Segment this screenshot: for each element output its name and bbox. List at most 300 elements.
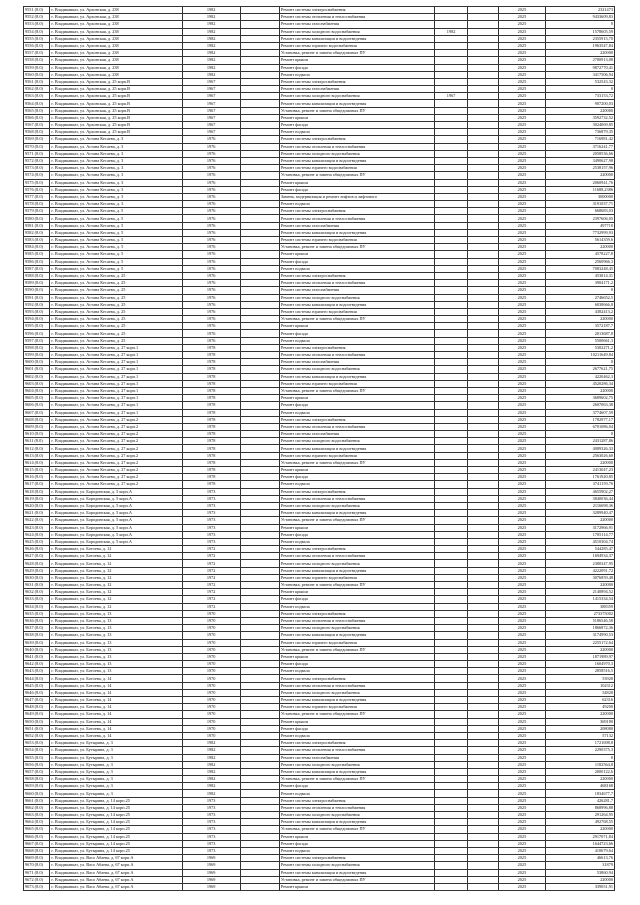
blank-cell [467, 876, 498, 883]
blank-cell [467, 258, 498, 265]
city-label: г. Владикавказ [51, 143, 78, 149]
address-cell [50, 78, 182, 85]
record-id-cell: 9623 (8.0) [24, 524, 50, 531]
year-built-cell: 1970 [182, 718, 240, 725]
extra-year-cell [435, 337, 468, 344]
extra-year-cell [435, 14, 468, 21]
blank-cell [467, 107, 498, 114]
year-built-cell: 1978 [182, 409, 240, 416]
blank-cell [467, 517, 498, 524]
year-built-cell: 1973 [182, 538, 240, 545]
table-row [24, 826, 615, 833]
work-type-cell: Ремонт системы холодного водоснабжения [279, 689, 434, 696]
address-cell [50, 459, 182, 466]
address-cell [50, 409, 182, 416]
address-separator: , [77, 553, 80, 559]
city-label: г. Владикавказ [51, 639, 78, 645]
work-type-cell: Ремонт крыши [279, 883, 434, 890]
year-built-cell: 1982 [182, 7, 240, 14]
record-id-cell: 9565 (8.0) [24, 107, 50, 114]
table-row [24, 812, 615, 819]
plan-year-cell: 2025 [498, 517, 546, 524]
address-cell [50, 186, 182, 193]
address-separator: , [77, 661, 80, 667]
record-id-cell: 9633 (8.0) [24, 596, 50, 603]
city-label: г. Владикавказ [51, 869, 78, 875]
cost-cell: 0 [546, 431, 615, 438]
blank-cell [467, 495, 498, 502]
cost-cell: 1963547,84 [546, 42, 615, 49]
city-label: г. Владикавказ [51, 373, 78, 379]
work-type-cell: Ремонт фасада [279, 122, 434, 129]
address-separator: , [77, 481, 80, 487]
plan-year-cell: 2025 [498, 603, 546, 610]
blank-cell [240, 244, 279, 251]
street-label: ул. Астана Кесаева, д. 27 корп.1 [80, 409, 139, 415]
blank-cell [240, 668, 279, 675]
plan-year-cell: 2025 [498, 100, 546, 107]
blank-cell [240, 28, 279, 35]
address-cell [50, 625, 182, 632]
table-row [24, 675, 615, 682]
blank-cell [467, 617, 498, 624]
blank-cell [467, 474, 498, 481]
blank-cell [467, 689, 498, 696]
street-label: ул. Астана Кесаева, д. 3 [80, 179, 124, 185]
blank-cell [240, 452, 279, 459]
extra-year-cell [435, 265, 468, 272]
address-separator: , [77, 308, 80, 314]
cost-cell: 4655902,27 [546, 488, 615, 495]
extra-year-cell [435, 553, 468, 560]
blank-cell [240, 330, 279, 337]
plan-year-cell: 2025 [498, 107, 546, 114]
plan-year-cell: 2025 [498, 42, 546, 49]
work-type-cell: Ремонт фасада [279, 186, 434, 193]
blank-cell [467, 143, 498, 150]
work-type-cell: Установка, ремонт и замена общедомовых ПУ [279, 387, 434, 394]
address-separator: , [77, 158, 80, 164]
cost-cell: 0 [546, 21, 615, 28]
street-label: ул. Ботоева, д. 12 [80, 596, 112, 602]
extra-year-cell [435, 308, 468, 315]
extra-year-cell [435, 21, 468, 28]
address-cell [50, 100, 182, 107]
street-label: ул. Бутырина, д. 3 [80, 768, 113, 774]
plan-year-cell: 2025 [498, 768, 546, 775]
cost-cell: 208080 [546, 725, 615, 732]
cost-cell: 2397606,05 [546, 215, 615, 222]
address-separator: , [77, 812, 80, 818]
blank-cell [240, 344, 279, 351]
blank-cell [240, 222, 279, 229]
street-label: ул. Бутырина, д. 3 [80, 754, 113, 760]
address-cell [50, 373, 182, 380]
work-type-cell: Ремонт системы канализации и водоотведения [279, 697, 434, 704]
cost-cell: 3174990,53 [546, 632, 615, 639]
table-row [24, 64, 615, 71]
work-type-cell: Ремонт системы электроснабжения [279, 208, 434, 215]
blank-cell [240, 93, 279, 100]
city-label: г. Владикавказ [51, 689, 78, 695]
record-id-cell: 9611 (8.0) [24, 438, 50, 445]
blank-cell [240, 524, 279, 531]
table-row [24, 179, 615, 186]
cost-cell: 1644723,66 [546, 840, 615, 847]
address-separator: , [77, 280, 80, 286]
city-label: г. Владикавказ [51, 625, 78, 631]
plan-year-cell: 2025 [498, 402, 546, 409]
extra-year-cell [435, 596, 468, 603]
extra-year-cell [435, 359, 468, 366]
street-label: ул. Астана Кесаева, д. 5 [80, 208, 124, 214]
work-type-cell: Ремонт фасада [279, 474, 434, 481]
blank-cell [467, 222, 498, 229]
address-separator: , [77, 618, 80, 624]
blank-cell [240, 553, 279, 560]
blank-cell [467, 316, 498, 323]
blank-cell [240, 632, 279, 639]
blank-cell [240, 352, 279, 359]
cost-cell: 102312 [546, 682, 615, 689]
year-built-cell: 1982 [182, 768, 240, 775]
blank-cell [467, 718, 498, 725]
address-separator: , [77, 632, 80, 638]
address-separator: , [77, 776, 80, 782]
work-type-cell: Ремонт системы горячего водоснабжения [279, 574, 434, 581]
record-id-cell: 9604 (8.0) [24, 387, 50, 394]
table-row [24, 632, 615, 639]
blank-cell [240, 308, 279, 315]
address-cell [50, 740, 182, 747]
address-cell [50, 567, 182, 574]
address-cell [50, 524, 182, 531]
cost-cell: 11688,2386 [546, 186, 615, 193]
cost-cell: 4089326,33 [546, 445, 615, 452]
address-separator: , [77, 646, 80, 652]
record-id-cell: 9647 (8.0) [24, 697, 50, 704]
year-built-cell: 1972 [182, 546, 240, 553]
work-type-cell: Ремонт подвала [279, 732, 434, 739]
blank-cell [240, 747, 279, 754]
year-built-cell: 1978 [182, 402, 240, 409]
address-cell [50, 819, 182, 826]
year-built-cell: 1976 [182, 280, 240, 287]
address-cell [50, 71, 182, 78]
table-row [24, 768, 615, 775]
plan-year-cell: 2025 [498, 64, 546, 71]
plan-year-cell: 2025 [498, 553, 546, 560]
address-cell [50, 143, 182, 150]
street-label: ул. Астана Кесаева, д. 25 [80, 330, 126, 336]
blank-cell [240, 21, 279, 28]
blank-cell [467, 732, 498, 739]
record-id-cell: 9661 (8.0) [24, 797, 50, 804]
extra-year-cell [435, 143, 468, 150]
work-type-cell: Ремонт системы горячего водоснабжения [279, 165, 434, 172]
year-built-cell: 1978 [182, 467, 240, 474]
street-label: ул. Ботоева, д. 12 [80, 589, 112, 595]
year-built-cell: 1970 [182, 610, 240, 617]
street-label: ул. Архонская, д. 238 [80, 14, 119, 20]
street-label: ул. Бутырина, д. 14 корп.25 [80, 826, 130, 832]
cost-cell: 2677621,75 [546, 366, 615, 373]
year-built-cell: 1967 [182, 86, 240, 93]
extra-year-cell [435, 639, 468, 646]
table-row [24, 136, 615, 143]
address-cell [50, 682, 182, 689]
work-type-cell: Ремонт крыши [279, 114, 434, 121]
address-cell [50, 136, 182, 143]
year-built-cell: 1973 [182, 488, 240, 495]
record-id-cell: 9655 (8.0) [24, 754, 50, 761]
blank-cell [240, 280, 279, 287]
blank-cell [240, 215, 279, 222]
work-type-cell: Ремонт системы горячего водоснабжения [279, 42, 434, 49]
extra-year-cell [435, 754, 468, 761]
address-cell [50, 531, 182, 538]
address-separator: , [77, 589, 80, 595]
extra-year-cell [435, 826, 468, 833]
record-id-cell: 9617 (8.0) [24, 481, 50, 488]
work-type-cell: Ремонт подвала [279, 790, 434, 797]
plan-year-cell: 2025 [498, 826, 546, 833]
extra-year-cell [435, 7, 468, 14]
work-type-cell: Ремонт подвала [279, 201, 434, 208]
blank-cell [467, 661, 498, 668]
street-label: ул. Астана Кесаева, д. 27 корп.1 [80, 344, 139, 350]
address-cell [50, 344, 182, 351]
year-built-cell: 1982 [182, 64, 240, 71]
street-label: ул. Васо Абаева, д. 67 корп.А [80, 862, 134, 868]
address-cell [50, 438, 182, 445]
address-separator: , [77, 883, 80, 889]
extra-year-cell [435, 172, 468, 179]
address-cell [50, 452, 182, 459]
blank-cell [467, 531, 498, 538]
year-built-cell: 1972 [182, 596, 240, 603]
blank-cell [467, 862, 498, 869]
blank-cell [467, 122, 498, 129]
year-built-cell: 1978 [182, 416, 240, 423]
address-cell [50, 603, 182, 610]
blank-cell [467, 359, 498, 366]
work-type-cell: Ремонт системы холодного водоснабжения [279, 761, 434, 768]
address-cell [50, 876, 182, 883]
cost-cell: 5186546,58 [546, 617, 615, 624]
year-built-cell: 1969 [182, 876, 240, 883]
table-row [24, 797, 615, 804]
cost-cell: 57132 [546, 732, 615, 739]
work-type-cell: Ремонт системы газоснабжения [279, 287, 434, 294]
cost-cell: 54828 [546, 689, 615, 696]
city-label: г. Владикавказ [51, 783, 78, 789]
extra-year-cell [435, 114, 468, 121]
address-separator: , [77, 603, 80, 609]
year-built-cell: 1982 [182, 761, 240, 768]
address-cell [50, 653, 182, 660]
record-id-cell: 9670 (8.0) [24, 862, 50, 869]
year-built-cell: 1978 [182, 359, 240, 366]
year-built-cell: 1973 [182, 502, 240, 509]
street-label: ул. Астана Кесаева, д. 27 корп.2 [80, 481, 139, 487]
city-label: г. Владикавказ [51, 100, 78, 106]
street-label: ул. Астана Кесаева, д. 27 корп.2 [80, 467, 139, 473]
address-separator: , [77, 768, 80, 774]
table-row [24, 661, 615, 668]
street-label: ул. Бутырина, д. 14 корп.25 [80, 797, 130, 803]
plan-year-cell: 2025 [498, 510, 546, 517]
record-id-cell: 9640 (8.0) [24, 646, 50, 653]
year-built-cell: 1970 [182, 639, 240, 646]
record-id-cell: 9642 (8.0) [24, 661, 50, 668]
address-cell [50, 754, 182, 761]
cost-cell: 2058536,66 [546, 150, 615, 157]
extra-year-cell [435, 524, 468, 531]
extra-year-cell [435, 316, 468, 323]
plan-year-cell: 2025 [498, 366, 546, 373]
extra-year-cell [435, 387, 468, 394]
street-label: ул. Ботоева, д. 12 [80, 603, 112, 609]
cost-cell: 3572187,7 [546, 323, 615, 330]
address-cell [50, 402, 182, 409]
blank-cell [240, 783, 279, 790]
address-separator: , [77, 740, 80, 746]
work-type-cell: Ремонт подвала [279, 538, 434, 545]
work-type-cell: Ремонт системы электроснабжения [279, 797, 434, 804]
blank-cell [467, 610, 498, 617]
blank-cell [240, 251, 279, 258]
record-id-cell: 9650 (8.0) [24, 718, 50, 725]
blank-cell [240, 862, 279, 869]
street-label: ул. Ботоева, д. 13 [80, 610, 112, 616]
blank-cell [467, 697, 498, 704]
street-label: ул. Бутырина, д. 3 [80, 790, 113, 796]
plan-year-cell: 2025 [498, 114, 546, 121]
work-type-cell: Установка, ремонт и замена общедомовых ПУ [279, 172, 434, 179]
year-built-cell: 1973 [182, 826, 240, 833]
address-separator: , [77, 488, 80, 494]
year-built-cell: 1976 [182, 215, 240, 222]
extra-year-cell [435, 876, 468, 883]
extra-year-cell [435, 481, 468, 488]
work-type-cell: Ремонт системы канализации и водоотведения [279, 567, 434, 574]
street-label: ул. Астана Кесаева, д. 27 корп.1 [80, 380, 139, 386]
blank-cell [467, 826, 498, 833]
plan-year-cell: 2025 [498, 790, 546, 797]
record-id-cell: 9632 (8.0) [24, 589, 50, 596]
table-row [24, 316, 615, 323]
work-type-cell: Ремонт системы горячего водоснабжения [279, 380, 434, 387]
extra-year-cell [435, 740, 468, 747]
blank-cell [240, 265, 279, 272]
extra-year-cell [435, 567, 468, 574]
blank-cell [467, 301, 498, 308]
plan-year-cell: 2025 [498, 57, 546, 64]
street-label: ул. Архонская, д. 238 [80, 7, 119, 13]
street-label: ул. Бородинская, д. 5 корп.А [80, 517, 132, 523]
address-cell [50, 150, 182, 157]
city-label: г. Владикавказ [51, 136, 78, 142]
cost-cell: 220000 [546, 876, 615, 883]
blank-cell [240, 812, 279, 819]
year-built-cell: 1970 [182, 682, 240, 689]
cost-cell: 3716241,77 [546, 143, 615, 150]
address-separator: , [77, 294, 80, 300]
city-label: г. Владикавказ [51, 251, 78, 257]
address-cell [50, 423, 182, 430]
table-row [24, 862, 615, 869]
address-cell [50, 668, 182, 675]
address-cell [50, 632, 182, 639]
blank-cell [240, 143, 279, 150]
street-label: ул. Астана Кесаева, д. 5 [80, 229, 124, 235]
blank-cell [240, 855, 279, 862]
cost-cell: 2013687,8 [546, 330, 615, 337]
street-label: ул. Бутырина, д. 14 корп.25 [80, 812, 130, 818]
address-cell [50, 215, 182, 222]
year-built-cell: 1972 [182, 567, 240, 574]
blank-cell [240, 560, 279, 567]
city-label: г. Владикавказ [51, 754, 78, 760]
street-label: ул. Васо Абаева, д. 67 корп.А [80, 883, 134, 889]
blank-cell [467, 783, 498, 790]
record-id-cell: 9667 (8.0) [24, 840, 50, 847]
plan-year-cell: 2025 [498, 819, 546, 826]
work-type-cell: Ремонт крыши [279, 57, 434, 64]
extra-year-cell [435, 560, 468, 567]
cost-cell: 0 [546, 754, 615, 761]
record-id-cell: 9580 (8.0) [24, 215, 50, 222]
extra-year-cell [435, 711, 468, 718]
year-built-cell: 1973 [182, 495, 240, 502]
work-type-cell: Ремонт крыши [279, 833, 434, 840]
address-cell [50, 395, 182, 402]
blank-cell [240, 445, 279, 452]
cost-cell: 273375002 [546, 610, 615, 617]
record-id-cell: 9606 (8.0) [24, 402, 50, 409]
address-separator: , [77, 193, 80, 199]
address-cell [50, 107, 182, 114]
record-id-cell: 9579 (8.0) [24, 208, 50, 215]
extra-year-cell [435, 718, 468, 725]
blank-cell [467, 438, 498, 445]
address-cell [50, 380, 182, 387]
work-type-cell: Ремонт фасада [279, 402, 434, 409]
blank-cell [467, 567, 498, 574]
record-id-cell: 9588 (8.0) [24, 272, 50, 279]
address-cell [50, 474, 182, 481]
address-cell [50, 833, 182, 840]
blank-cell [467, 387, 498, 394]
table-row [24, 819, 615, 826]
address-separator: , [77, 510, 80, 516]
cost-cell: 7083248,45 [546, 265, 615, 272]
extra-year-cell [435, 574, 468, 581]
street-label: ул. Астана Кесаева, д. 3 [80, 186, 124, 192]
table-row [24, 567, 615, 574]
year-built-cell: 1978 [182, 344, 240, 351]
city-label: г. Владикавказ [51, 474, 78, 480]
record-id-cell: 9581 (8.0) [24, 222, 50, 229]
blank-cell [467, 352, 498, 359]
plan-year-cell: 2025 [498, 524, 546, 531]
cost-cell: 220000 [546, 316, 615, 323]
plan-year-cell: 2025 [498, 725, 546, 732]
cost-cell: 3840036,44 [546, 495, 615, 502]
work-type-cell: Ремонт крыши [279, 251, 434, 258]
city-label: г. Владикавказ [51, 380, 78, 386]
